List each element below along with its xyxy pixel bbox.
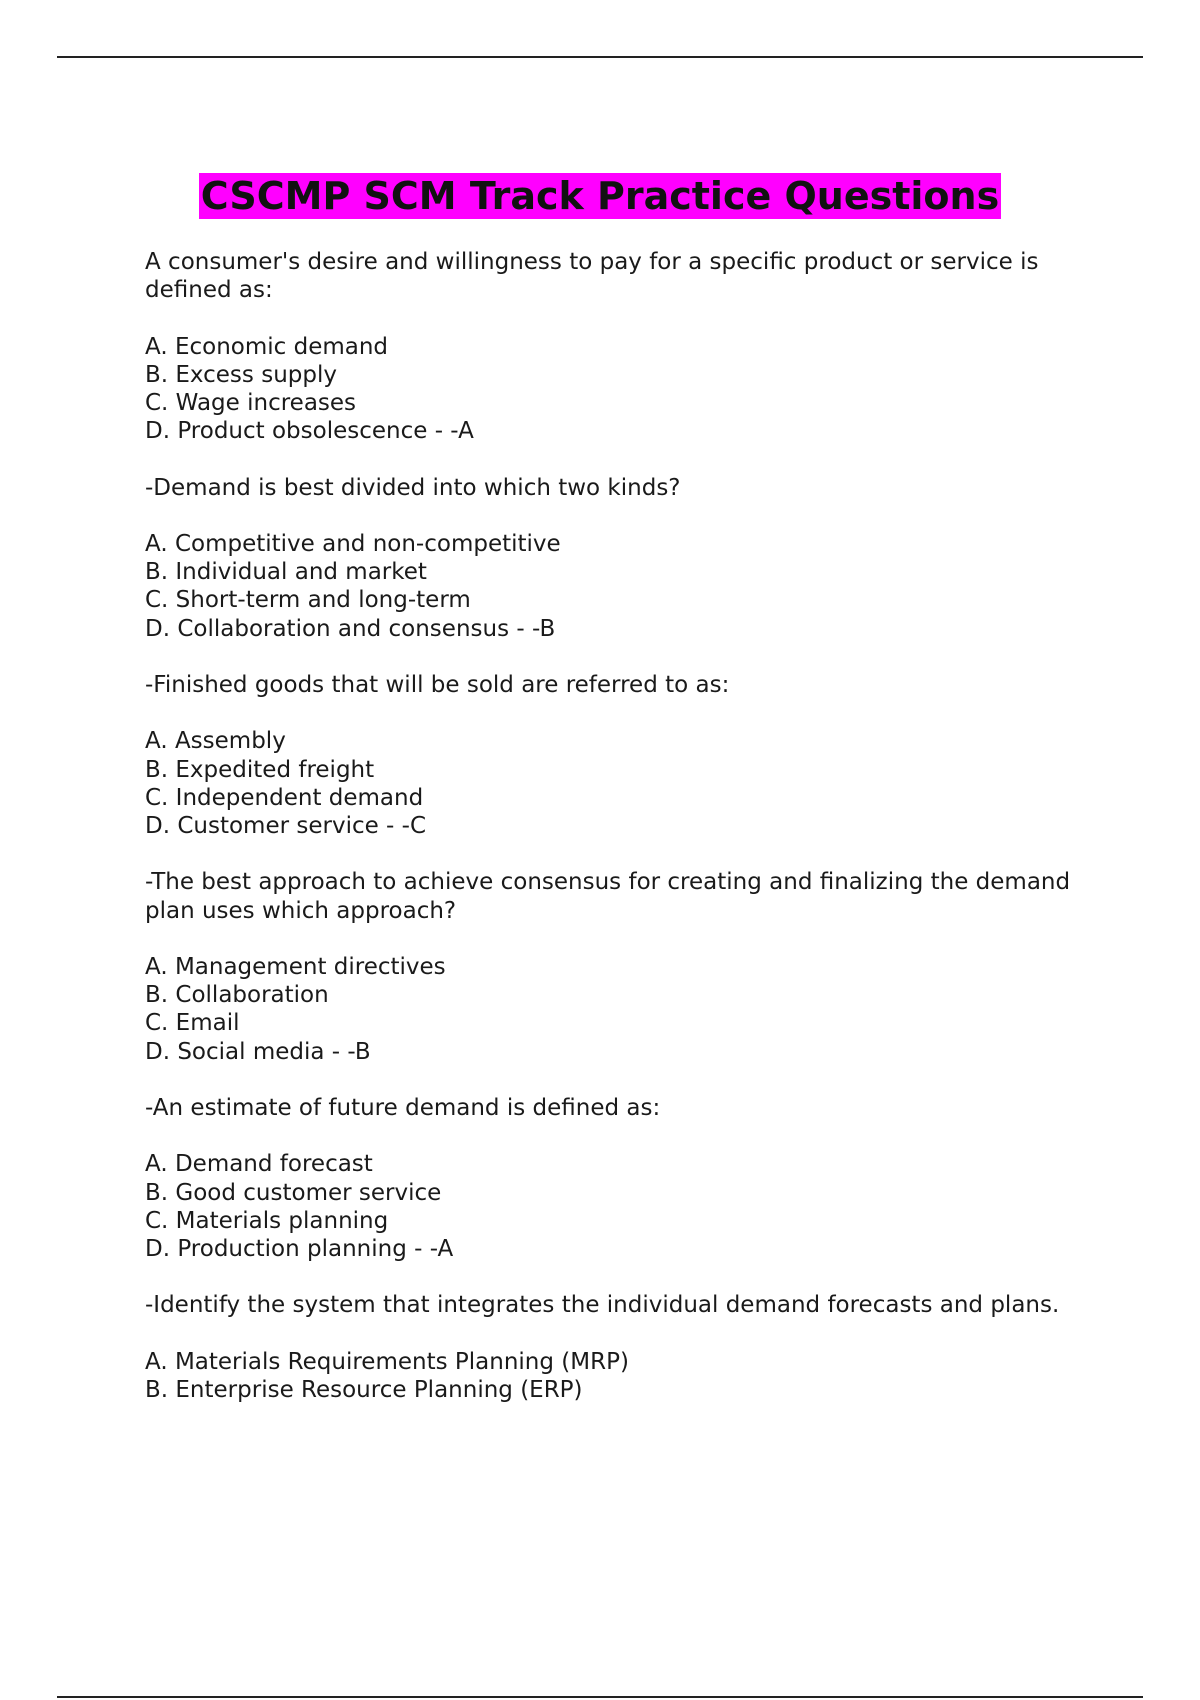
questions-body [145, 248, 1105, 1432]
answer-options [145, 1150, 1105, 1263]
question-text: -The best approach to achieve consensus for creating and finalizing the demand plan uses which approach? [145, 869, 1071, 924]
question-text: -Finished goods that will be sold are referred to as: [145, 671, 730, 698]
answer-option: D. Production planning - -A [145, 1235, 454, 1262]
answer-option: A. Assembly [145, 728, 286, 755]
question-block [145, 671, 1105, 840]
answer-option: A. Competitive and non-competitive [145, 530, 561, 557]
answer-options [145, 333, 1105, 446]
question-text: -Identify the system that integrates the individual demand forecasts and plans. [145, 1292, 1060, 1319]
answer-options [145, 1348, 1105, 1404]
title-container [0, 173, 1200, 219]
answer-option: A. Management directives [145, 953, 446, 980]
answer-option: A. Demand forecast [145, 1151, 373, 1178]
question-block [145, 248, 1105, 445]
answer-option: D. Collaboration and consensus - -B [145, 615, 556, 642]
answer-option: B. Good customer service [145, 1179, 442, 1206]
question-text: -Demand is best divided into which two kinds? [145, 474, 681, 501]
question-block [145, 868, 1105, 1065]
answer-option: B. Collaboration [145, 982, 329, 1009]
answer-option: B. Expedited freight [145, 756, 375, 783]
answer-option: D. Product obsolescence - -A [145, 418, 474, 445]
answer-option: B. Enterprise Resource Planning (ERP) [145, 1376, 583, 1403]
answer-options [145, 727, 1105, 840]
answer-option: C. Email [145, 1010, 240, 1037]
answer-option: D. Customer service - -C [145, 812, 427, 839]
answer-option: C. Materials planning [145, 1207, 389, 1234]
document-title: CSCMP SCM Track Practice Questions [200, 174, 1000, 218]
answer-option: D. Social media - -B [145, 1038, 371, 1065]
answer-option: B. Excess supply [145, 361, 337, 388]
answer-options [145, 953, 1105, 1066]
answer-options [145, 530, 1105, 643]
question-text: A consumer's desire and willingness to pay for a specific product or service is defined as: [145, 249, 1039, 304]
question-block [145, 1291, 1105, 1404]
answer-option: C. Independent demand [145, 784, 424, 811]
bottom-rule [57, 1696, 1143, 1698]
question-block [145, 1094, 1105, 1263]
top-rule [57, 56, 1143, 58]
answer-option: B. Individual and market [145, 559, 427, 586]
answer-option: C. Short-term and long-term [145, 587, 471, 614]
question-block [145, 474, 1105, 643]
answer-option: A. Economic demand [145, 333, 389, 360]
answer-option: C. Wage increases [145, 390, 357, 416]
answer-option: A. Materials Requirements Planning (MRP) [145, 1348, 629, 1375]
question-text: -An estimate of future demand is defined as: [145, 1094, 661, 1121]
